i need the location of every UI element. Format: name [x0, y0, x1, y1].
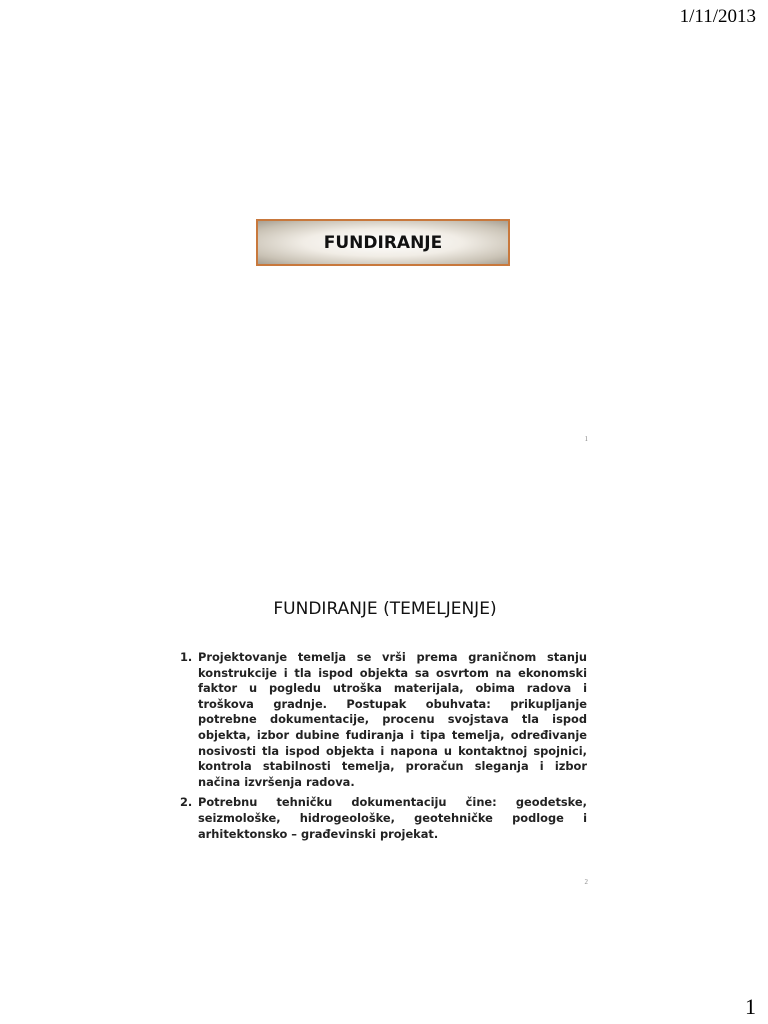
- list-item: [180, 650, 587, 790]
- list-item-number: 1.: [180, 650, 193, 664]
- slide-1-title-box: [256, 219, 510, 266]
- list-item-number: 2.: [180, 795, 193, 810]
- page-number: 1: [745, 994, 756, 1019]
- slide-2-number: 2: [584, 878, 588, 886]
- list-item-text: Projektovanje temelja se vrši prema graničnom stanju konstrukcije i tla ispod objekta sa osvrtom na ekonomski faktor u pogledu utroška materijala, obima radova i troškova gradnje. Postupak obuhvata: prikupljanje potrebne dokumentacije, procenu svojstava tla ispod objekta, izbor dubine fudiranja i tipa temelja, određivanje nosivosti tla ispod objekta i napona u kontaktnoj spojnici, kontrola stabilnosti temelja, proračun sleganja i izbor načina izvršenja radova.: [198, 650, 587, 789]
- slide-1: [175, 115, 595, 450]
- slide-2-list: [180, 650, 587, 847]
- slide-2-title: FUNDIRANJE (TEMELJENJE): [273, 599, 497, 619]
- list-item: [180, 795, 587, 842]
- list-item-text: Potrebnu tehničku dokumentaciju čine: geodetske, seizmološke, hidrogeološke, geotehničke podloge i arhitektonsko – građevinski projekat.: [198, 795, 587, 841]
- slide-1-title: FUNDIRANJE: [323, 232, 443, 253]
- slide-2: [175, 570, 595, 890]
- slide-1-number: 1: [584, 435, 588, 443]
- page-date: 1/11/2013: [679, 6, 756, 27]
